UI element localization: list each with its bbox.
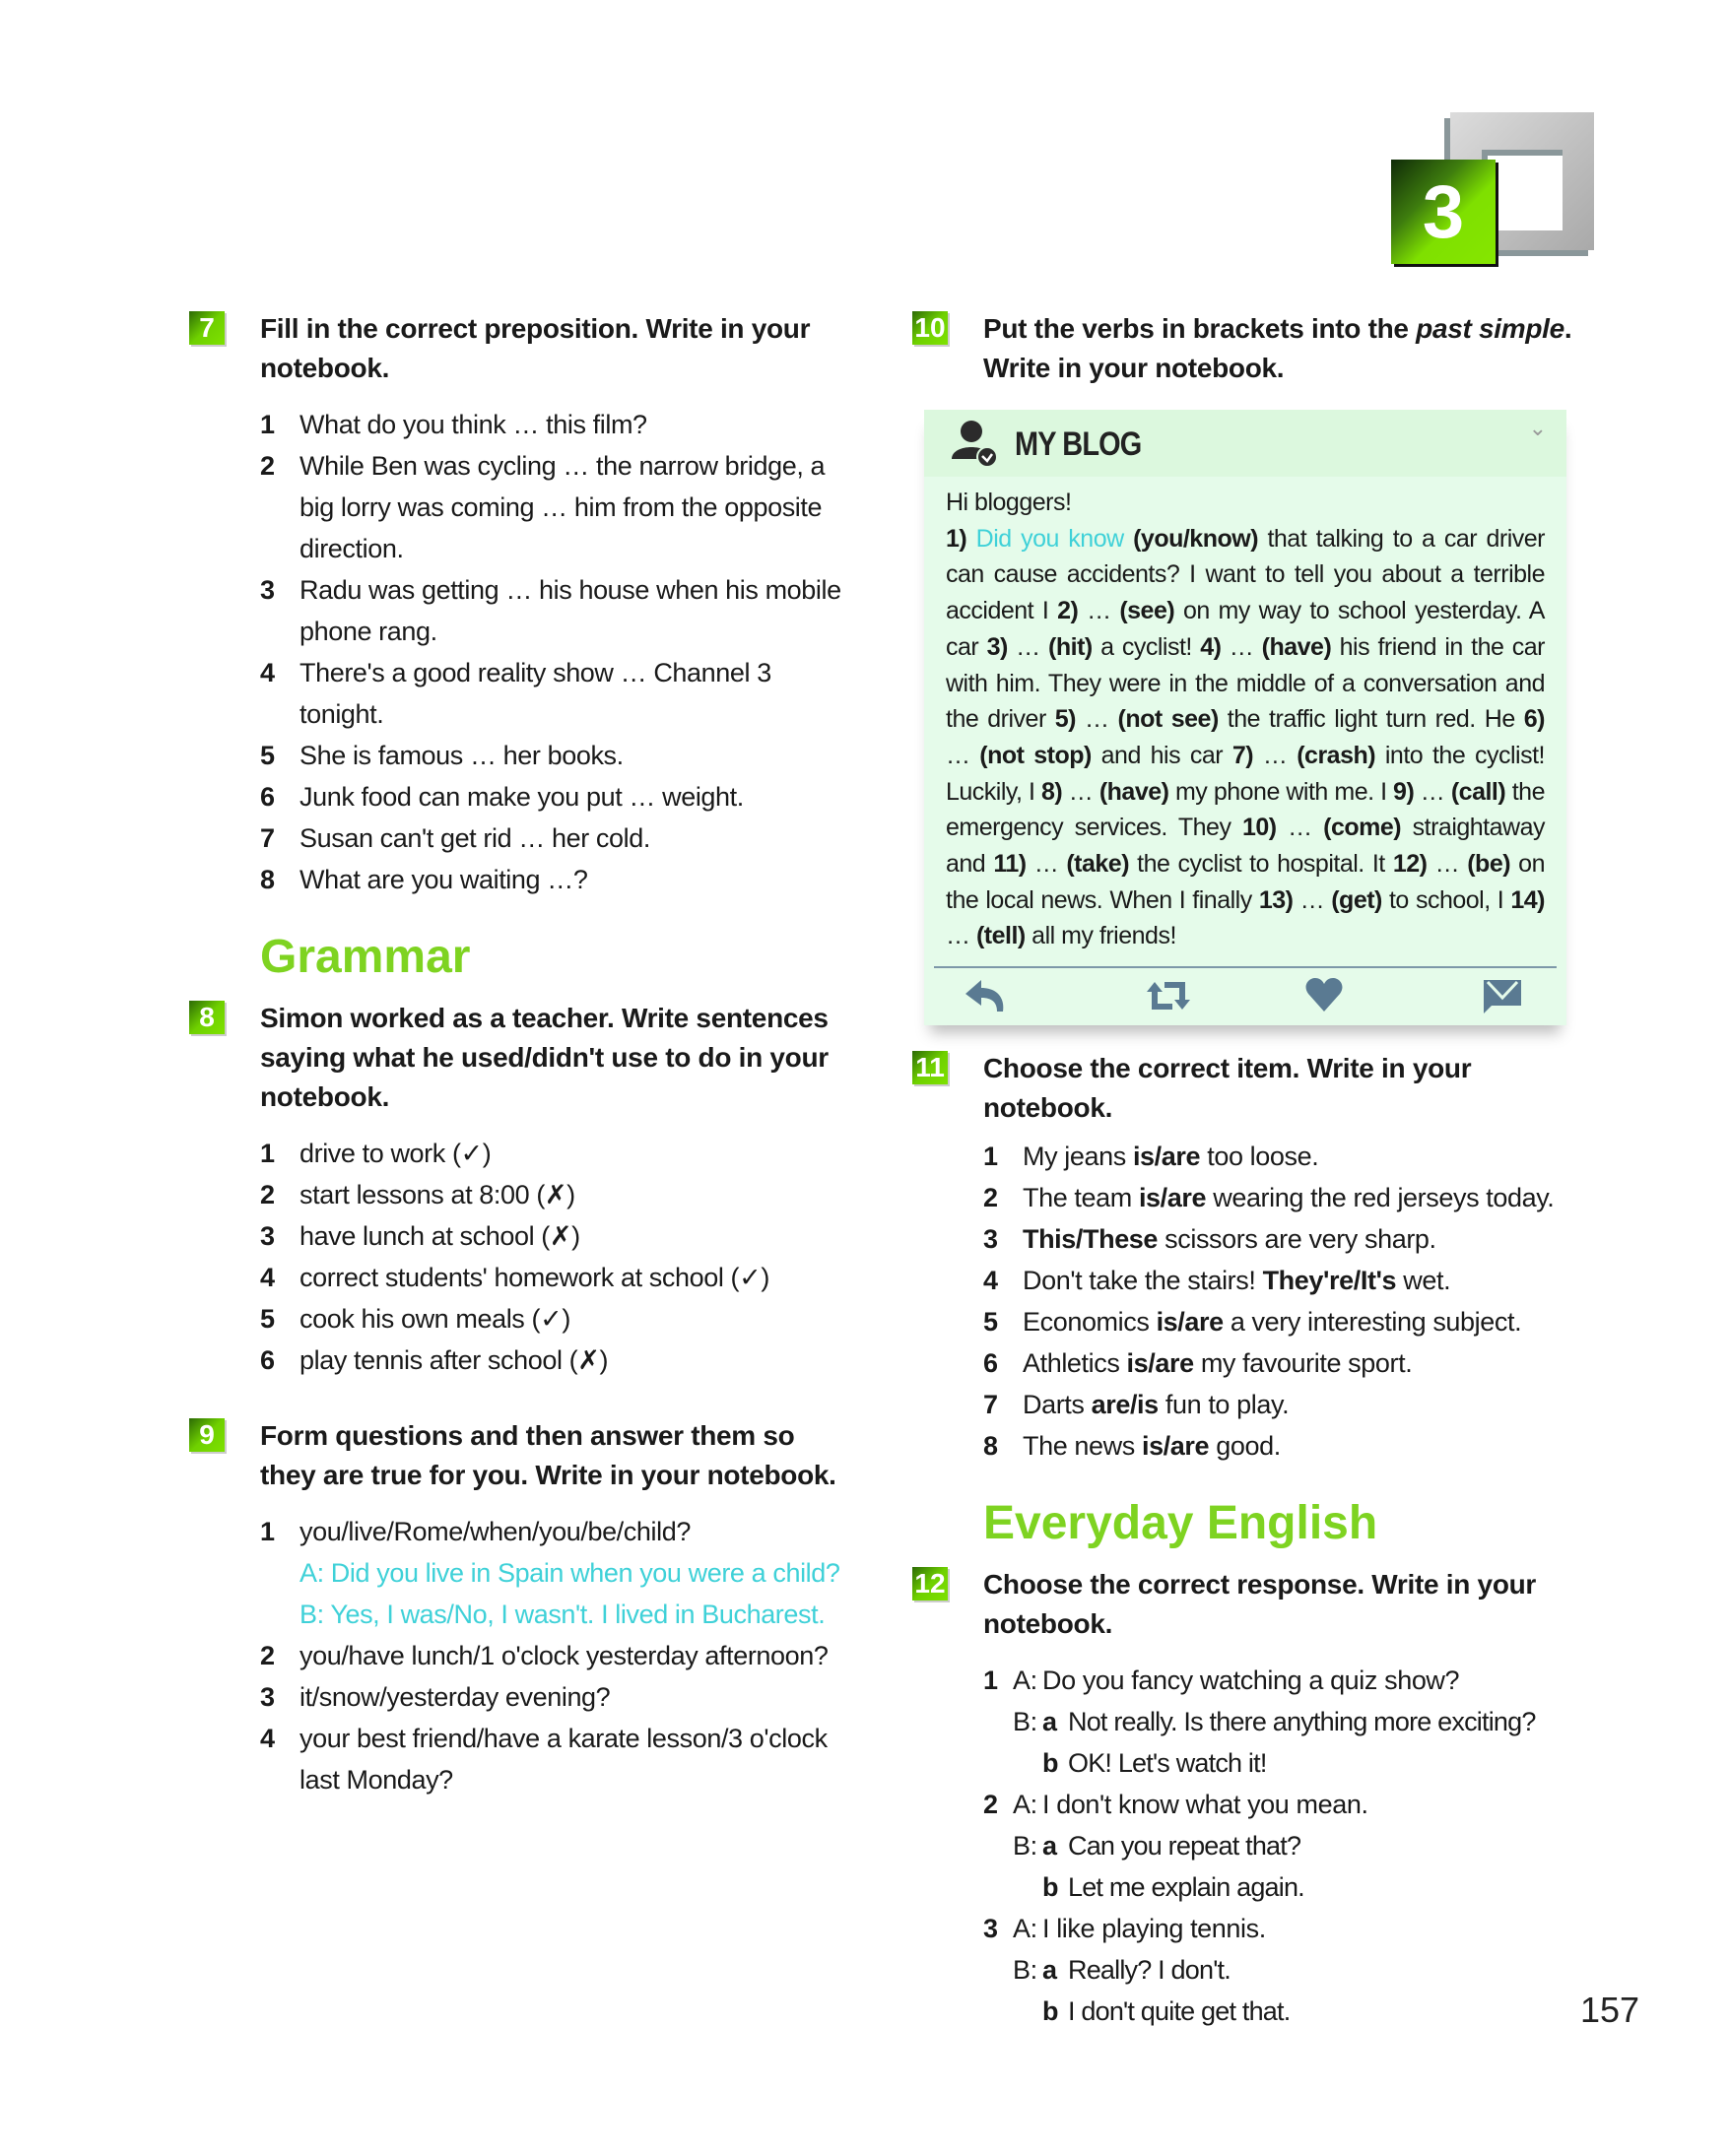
bold-text: is/are bbox=[1126, 1348, 1194, 1379]
speaker-label: A: bbox=[1013, 1790, 1037, 1820]
option-text: Not really. Is there anything more exciting? bbox=[1068, 1707, 1536, 1737]
list-item bbox=[260, 1339, 851, 1381]
item-text bbox=[1023, 1224, 1436, 1254]
text-segment: a cyclist! bbox=[1092, 632, 1201, 661]
bold-text: is/are bbox=[1156, 1307, 1224, 1338]
text-segment: Don't take the stairs! bbox=[1023, 1266, 1263, 1296]
exercise-12 bbox=[914, 1565, 1574, 2032]
bold-text: They're/It's bbox=[1262, 1266, 1397, 1296]
response-option[interactable] bbox=[983, 1949, 1574, 1991]
exercise-instruction: Fill in the correct preposition. Write in your notebook. bbox=[260, 313, 811, 383]
text-segment: straightaway and bbox=[946, 814, 1545, 879]
bold-text: (you/know) bbox=[1123, 524, 1259, 553]
list-item: 4 your best friend/have a karate lesson/3 o'clock last Monday? bbox=[260, 1724, 828, 1795]
text-segment: … bbox=[1026, 850, 1067, 879]
list-item bbox=[260, 1257, 851, 1298]
item-number: 8 bbox=[260, 865, 275, 894]
list-item bbox=[983, 1425, 1574, 1467]
text-segment: wearing the red jerseys today. bbox=[1206, 1183, 1555, 1213]
bold-text: (tell) bbox=[975, 922, 1026, 950]
item-text: Susan can't get rid … her cold. bbox=[299, 823, 650, 853]
item-text: play tennis after school (✗) bbox=[299, 1345, 609, 1375]
exercise-number: 7 bbox=[189, 311, 225, 345]
text-segment: The team bbox=[1023, 1183, 1139, 1213]
item-number: 5 bbox=[260, 741, 275, 770]
exercise-11 bbox=[915, 1049, 1574, 1467]
text-segment: my phone with me. I bbox=[1168, 777, 1394, 806]
exercise-8 bbox=[199, 999, 851, 1381]
speaker-label: A: bbox=[1013, 1666, 1037, 1696]
bold-text: 7) bbox=[1231, 741, 1254, 769]
bold-text: is/are bbox=[1138, 1183, 1207, 1213]
bold-text: This/These bbox=[1023, 1224, 1159, 1255]
dialogue-line-a bbox=[983, 1908, 1574, 1949]
list-item bbox=[260, 404, 851, 445]
text-segment: and his car bbox=[1091, 741, 1232, 769]
blog-card bbox=[924, 410, 1566, 1025]
option-text: Really? I don't. bbox=[1068, 1955, 1231, 1986]
bold-text: 2) bbox=[1057, 597, 1079, 625]
item-number: 2 bbox=[983, 1790, 998, 1820]
item-number: 4 bbox=[260, 1263, 275, 1292]
item-number: 6 bbox=[260, 1345, 275, 1375]
list-item: 3 it/snow/yesterday evening? bbox=[260, 1682, 611, 1712]
bold-text: 13) bbox=[1258, 885, 1294, 914]
text-segment: that talking to a car driver can cause accidents? I want to tell you about a terrible accident I bbox=[946, 524, 1545, 625]
list-item: 1 you/live/Rome/when/you/be/child? bbox=[260, 1517, 691, 1546]
item-text: drive to work (✓) bbox=[299, 1139, 492, 1168]
exercise-number: 9 bbox=[189, 1418, 225, 1452]
left-column bbox=[199, 309, 851, 1814]
item-text bbox=[1023, 1431, 1281, 1461]
text-segment: wet. bbox=[1396, 1266, 1451, 1296]
dialogue-line-a bbox=[983, 1784, 1574, 1825]
option-text: Can you repeat that? bbox=[1068, 1831, 1301, 1862]
item-text: correct students' homework at school (✓) bbox=[299, 1263, 769, 1292]
blog-title: MY BLOG bbox=[1015, 425, 1142, 463]
list-item bbox=[260, 1174, 851, 1215]
item-text bbox=[1023, 1142, 1318, 1171]
bold-text: 11) bbox=[993, 850, 1027, 879]
text-segment: on my way to school yesterday. A car bbox=[946, 597, 1545, 661]
list-item bbox=[983, 1342, 1574, 1384]
list-item bbox=[260, 776, 851, 817]
bold-text: (not see) bbox=[1117, 705, 1219, 734]
text-segment: my favourite sport. bbox=[1193, 1348, 1413, 1379]
exercise-10 bbox=[914, 309, 1574, 388]
option-letter: b bbox=[1042, 1996, 1059, 2027]
item-number: 4 bbox=[260, 658, 275, 687]
option-text: I don't quite get that. bbox=[1068, 1996, 1291, 2027]
response-option[interactable] bbox=[983, 1866, 1574, 1908]
exercise-instruction: Form questions and then answer them so they are true for you. Write in your notebook. bbox=[260, 1420, 836, 1490]
option-text: OK! Let's watch it! bbox=[1068, 1748, 1267, 1779]
blog-text bbox=[946, 521, 1545, 954]
bold-text: 5) bbox=[1054, 705, 1077, 734]
text-segment: the traffic light turn red. He bbox=[1218, 705, 1524, 734]
speaker-label: A: bbox=[1013, 1914, 1037, 1944]
grammar-heading: Grammar bbox=[260, 931, 471, 983]
blog-header bbox=[924, 410, 1566, 477]
dialogue-text: I like playing tennis. bbox=[1042, 1914, 1266, 1944]
text-segment: Economics bbox=[1023, 1307, 1157, 1338]
exercise-instruction: Simon worked as a teacher. Write sentences saying what he used/didn't use to do in your notebook. bbox=[260, 1003, 829, 1112]
bold-text: (have) bbox=[1098, 777, 1169, 806]
bold-text: 8) bbox=[1041, 777, 1063, 806]
item-number: 5 bbox=[983, 1307, 998, 1338]
item-number: 1 bbox=[983, 1142, 998, 1172]
text-segment: scissors are very sharp. bbox=[1158, 1224, 1436, 1255]
text-segment: too loose. bbox=[1200, 1142, 1319, 1172]
speaker-label: B: bbox=[1013, 1707, 1037, 1737]
item-text bbox=[1023, 1390, 1289, 1419]
everyday-english-heading: Everyday English bbox=[983, 1497, 1378, 1550]
bold-text: (call) bbox=[1450, 777, 1506, 806]
retweet-icon[interactable] bbox=[1143, 976, 1194, 1020]
bold-text: are/is bbox=[1091, 1390, 1159, 1420]
unit-number: 3 bbox=[1391, 160, 1496, 264]
blog-actions bbox=[924, 968, 1566, 1025]
reply-icon[interactable] bbox=[964, 976, 1011, 1020]
option-text: Let me explain again. bbox=[1068, 1872, 1304, 1903]
text-segment: … bbox=[1293, 885, 1332, 914]
bold-text: 9) bbox=[1393, 777, 1415, 806]
option-letter: b bbox=[1042, 1748, 1059, 1779]
exercise-instruction: Choose the correct response. Write in your notebook. bbox=[983, 1569, 1537, 1640]
list-item bbox=[260, 859, 851, 900]
text-segment: … bbox=[1427, 850, 1468, 879]
bold-text: 6) bbox=[1523, 705, 1545, 734]
option-letter: a bbox=[1042, 1955, 1057, 1986]
text-segment: the cyclist to hospital. It bbox=[1129, 850, 1393, 879]
response-option[interactable] bbox=[983, 1701, 1574, 1742]
list-item bbox=[983, 1260, 1574, 1301]
text-segment: The news bbox=[1023, 1431, 1142, 1462]
message-icon[interactable] bbox=[1482, 976, 1523, 1020]
item-number: 2 bbox=[260, 1180, 275, 1209]
bold-text: (get) bbox=[1331, 885, 1382, 914]
item-text bbox=[1023, 1183, 1554, 1212]
list-item bbox=[260, 569, 851, 652]
item-number: 8 bbox=[983, 1431, 998, 1462]
item-number: 6 bbox=[260, 782, 275, 812]
item-text: While Ben was cycling … the narrow bridge, a big lorry was coming … him from the opposite direction. bbox=[299, 451, 826, 563]
bold-text: (see) bbox=[1119, 597, 1175, 625]
bold-text: 3) bbox=[986, 632, 1008, 661]
text-segment: good. bbox=[1209, 1431, 1281, 1462]
item-text: have lunch at school (✗) bbox=[299, 1221, 580, 1251]
exercise-number: 10 bbox=[912, 311, 948, 345]
list-item bbox=[983, 1384, 1574, 1425]
text-segment: to school, I bbox=[1381, 885, 1511, 914]
bold-text: (hit) bbox=[1048, 632, 1093, 661]
list-item bbox=[260, 1133, 851, 1174]
exercise-9 bbox=[199, 1416, 851, 1800]
item-text: What do you think … this film? bbox=[299, 410, 647, 439]
bold-text: is/are bbox=[1132, 1142, 1201, 1172]
text-segment: Darts bbox=[1023, 1390, 1092, 1420]
exercise-instruction: Put the verbs in brackets into the past simple. Write in your notebook. bbox=[983, 313, 1572, 383]
item-text: cook his own meals (✓) bbox=[299, 1304, 570, 1334]
dialogue-text: I don't know what you mean. bbox=[1042, 1790, 1368, 1820]
text-segment: … bbox=[1414, 777, 1451, 806]
blog-body bbox=[924, 477, 1566, 966]
text-segment: into the cyclist! Luckily, I bbox=[946, 741, 1546, 806]
exercise-number: 8 bbox=[189, 1001, 225, 1034]
answer-text: Did you know bbox=[966, 524, 1124, 553]
option-letter: b bbox=[1042, 1872, 1059, 1903]
list-item bbox=[260, 445, 851, 569]
dialogue-text: Do you fancy watching a quiz show? bbox=[1042, 1666, 1460, 1696]
page-number: 157 bbox=[1580, 1990, 1640, 2030]
option-letter: a bbox=[1042, 1831, 1057, 1862]
item-text: Radu was getting … his house when his mobile phone rang. bbox=[299, 575, 841, 646]
item-number: 3 bbox=[260, 1221, 275, 1251]
exercise-instruction: Choose the correct item. Write in your notebook. bbox=[983, 1053, 1472, 1124]
text-segment: a very interesting subject. bbox=[1223, 1307, 1522, 1338]
bold-text: 14) bbox=[1510, 885, 1545, 914]
bold-text: (crash) bbox=[1297, 741, 1376, 769]
item-number: 3 bbox=[260, 575, 275, 605]
text-segment: fun to play. bbox=[1158, 1390, 1290, 1420]
list-item: 2 you/have lunch/1 o'clock yesterday afternoon? bbox=[260, 1641, 829, 1670]
item-number: 3 bbox=[983, 1914, 998, 1944]
item-number: 6 bbox=[983, 1348, 998, 1379]
text-segment: … bbox=[1076, 705, 1118, 734]
list-item bbox=[260, 652, 851, 735]
blog-greeting: Hi bloggers! bbox=[946, 489, 1072, 516]
speaker-label: B: bbox=[1013, 1955, 1037, 1986]
item-number: 1 bbox=[260, 1139, 275, 1168]
list-item bbox=[983, 1301, 1574, 1342]
text-segment: My jeans bbox=[1023, 1142, 1133, 1172]
bold-text: 4) bbox=[1200, 632, 1222, 661]
text-segment: … bbox=[1007, 632, 1049, 661]
list-item bbox=[260, 817, 851, 859]
text-segment: the emergency services. They bbox=[946, 777, 1545, 842]
item-number: 1 bbox=[260, 410, 275, 439]
item-text: start lessons at 8:00 (✗) bbox=[299, 1180, 575, 1209]
bold-text: (not stop) bbox=[979, 741, 1092, 769]
exercise-number: 12 bbox=[912, 1567, 948, 1601]
heart-icon[interactable] bbox=[1304, 976, 1344, 1018]
response-option[interactable] bbox=[983, 1825, 1574, 1866]
item-text bbox=[1023, 1348, 1412, 1378]
item-text: There's a good reality show … Channel 3 tonight. bbox=[299, 658, 771, 729]
bold-text: (have) bbox=[1261, 632, 1332, 661]
exercise-number: 11 bbox=[912, 1051, 948, 1084]
bold-text: 10) bbox=[1241, 814, 1277, 842]
item-text: She is famous … her books. bbox=[299, 741, 624, 770]
item-number: 4 bbox=[983, 1266, 998, 1296]
item-number: 3 bbox=[983, 1224, 998, 1255]
speaker-label: B: bbox=[1013, 1831, 1037, 1862]
example-answer-b: B: Yes, I was/No, I wasn't. I lived in Bucharest. bbox=[299, 1600, 826, 1629]
item-number: 2 bbox=[983, 1183, 998, 1213]
text-segment: Athletics bbox=[1023, 1348, 1127, 1379]
list-item bbox=[260, 735, 851, 776]
text-segment: on the local news. When I finally bbox=[946, 850, 1545, 914]
text-segment: … bbox=[1276, 814, 1324, 842]
bold-text: 1) bbox=[946, 524, 967, 553]
text-segment: … bbox=[1253, 741, 1298, 769]
item-text bbox=[1023, 1266, 1450, 1295]
item-text: Junk food can make you put … weight. bbox=[299, 782, 744, 812]
text-segment: … bbox=[1221, 632, 1262, 661]
option-letter: a bbox=[1042, 1707, 1057, 1737]
list-item bbox=[260, 1215, 851, 1257]
list-item bbox=[983, 1136, 1574, 1177]
exercise-7 bbox=[199, 309, 851, 900]
item-number: 2 bbox=[260, 451, 275, 481]
list-item bbox=[983, 1218, 1574, 1260]
bold-text: is/are bbox=[1141, 1431, 1210, 1462]
dialogue-line-a bbox=[983, 1660, 1574, 1701]
text-segment: all my friends! bbox=[1025, 922, 1176, 950]
item-text bbox=[1023, 1307, 1521, 1337]
list-item bbox=[260, 1298, 851, 1339]
bold-text: (be) bbox=[1467, 850, 1511, 879]
text-segment: … bbox=[1078, 597, 1120, 625]
bold-text: (come) bbox=[1323, 814, 1402, 842]
item-text: What are you waiting …? bbox=[299, 865, 588, 894]
unit-number-badge bbox=[1379, 110, 1596, 278]
bold-text: 12) bbox=[1392, 850, 1428, 879]
bold-text: (take) bbox=[1066, 850, 1130, 879]
example-answer-a: A: Did you live in Spain when you were a child? bbox=[299, 1558, 840, 1588]
item-number: 5 bbox=[260, 1304, 275, 1334]
response-option[interactable] bbox=[983, 1742, 1574, 1784]
text-segment: … bbox=[1062, 777, 1099, 806]
list-item bbox=[983, 1177, 1574, 1218]
item-number: 7 bbox=[260, 823, 275, 853]
text-segment: … bbox=[946, 741, 980, 769]
item-number: 7 bbox=[983, 1390, 998, 1420]
right-column bbox=[914, 309, 1574, 2046]
response-option[interactable] bbox=[983, 1991, 1574, 2032]
chevron-down-icon[interactable]: ⌄ bbox=[1528, 416, 1547, 440]
text-segment: … bbox=[946, 922, 976, 950]
user-verified-icon bbox=[950, 418, 1001, 469]
item-number: 1 bbox=[983, 1666, 998, 1696]
text-segment: his friend in the car with him. They were in the middle of a conversation and the driver bbox=[946, 632, 1545, 734]
